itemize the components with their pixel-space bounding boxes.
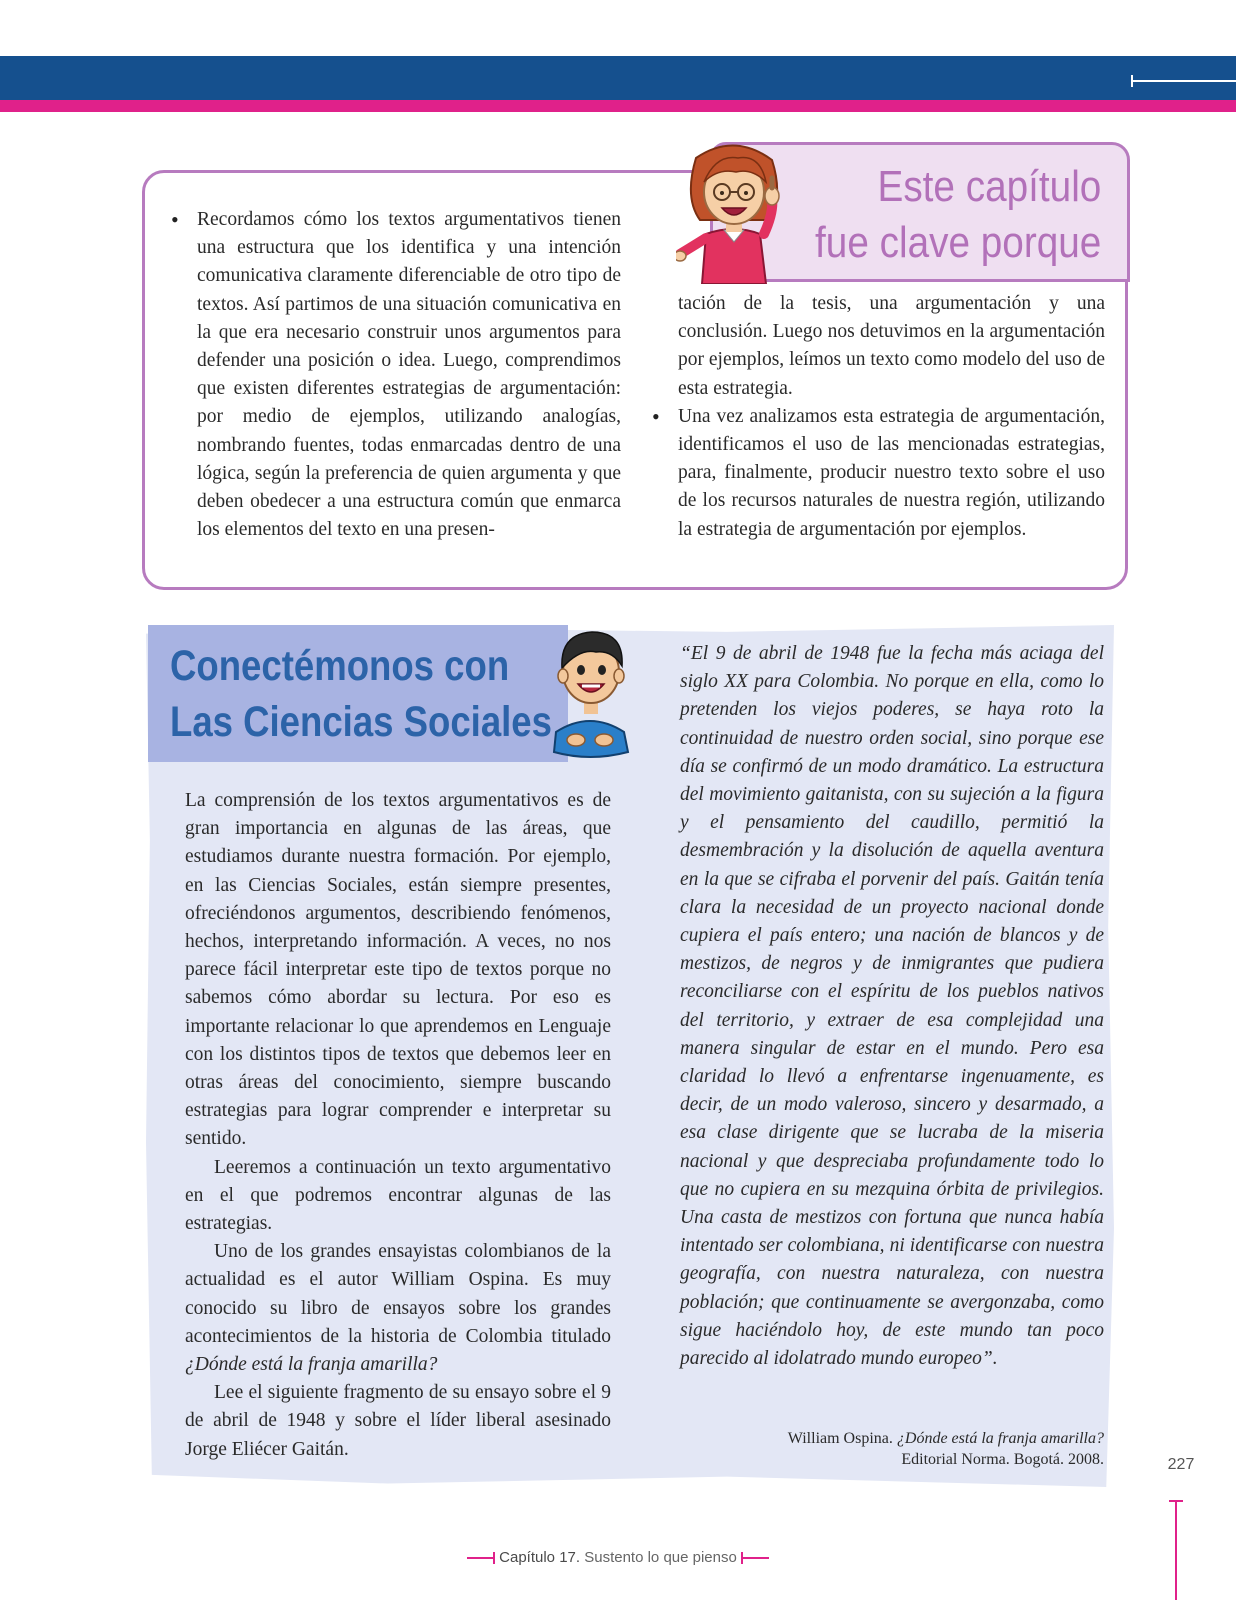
header-blue-band: [0, 56, 1236, 100]
footer-rule-left: [467, 1557, 495, 1559]
social-title: [170, 638, 552, 750]
citation-line-1: [684, 1428, 1104, 1449]
student-boy-icon: [546, 620, 636, 760]
social-paragraph-3-text: Uno de los grandes ensayistas colombianos de la actualidad es el autor William Ospina. Es muy conocido su libro de ensayos sobre los grandes acontecimientos de la historia de Colombia titulado: [185, 1241, 611, 1347]
summary-bullet-1: •: [171, 207, 179, 232]
social-intro: [185, 787, 611, 1464]
teacher-girl-icon: [676, 138, 792, 284]
citation-publisher: Editorial Norma. Bogotá. 2008.: [901, 1451, 1104, 1468]
summary-title-line2: fue clave porque: [814, 218, 1101, 267]
social-paragraph-2: Leeremos a continuación un texto argumentativo en el que podremos encontrar algunas de las estrategias.: [185, 1156, 611, 1235]
summary-right-continued: tación de la tesis, una argumentación y una conclusión. Luego nos detuvimos en la argumentación por ejemplos, leímos un texto como modelo del uso de esta estrategia.: [678, 293, 1105, 399]
social-paragraph-4: Lee el siguiente fragmento de su ensayo sobre el 9 de abril de 1948 y sobre el líder liberal asesinado Jorge Eliécer Gaitán.: [185, 1382, 611, 1460]
summary-title: [815, 159, 1101, 271]
header-pink-stripe: [0, 100, 1236, 112]
summary-left-text: Recordamos cómo los textos argumentativos tienen una estructura que los identifica y una intención comunicativa claramente diferenciable de otro tipo de textos. Así partimos de una situación comunicativa en la que era necesario construir unos argumentos para defender una posición o idea. Luego, comprendimos que existen diferentes estrategias de argumentación: por medio de ejemplos, utilizando analogías, nombrando fuentes, todas enmarcadas dentro de una lógica, según la preferencia de quien argumenta y que deben obedecer a una estructura común que enmarca los elementos del texto en una presen-: [197, 209, 621, 541]
summary-title-line1: Este capítulo: [877, 162, 1101, 211]
social-title-line2: Las Ciencias Sociales: [170, 698, 552, 746]
footer-chapter: Capítulo 17.: [499, 1549, 581, 1566]
header-tick-cap: [1131, 75, 1133, 87]
summary-bullet-2: •: [652, 404, 660, 429]
quote-citation: [684, 1428, 1104, 1470]
header-tick-line: [1132, 80, 1236, 82]
citation-title: ¿Dónde está la franja amarilla?: [896, 1430, 1104, 1447]
social-title-line1: Conectémonos con: [170, 642, 510, 690]
social-paragraph-3: [185, 1238, 611, 1379]
summary-right-bullet-text: Una vez analizamos esta estrategia de argumentación, identificamos el uso de las mencionadas estrategias, para, finalmente, producir nuestro texto sobre el uso de los recursos naturales de nuestra región, utilizando la estrategia de argumentación por ejemplos.: [678, 405, 1105, 540]
page-number: 227: [1167, 1456, 1195, 1473]
citation-author: William Ospina.: [787, 1430, 897, 1447]
page-footer: [0, 1549, 1236, 1566]
footer-rule-right: [741, 1557, 769, 1559]
footer-chapter-title: Sustento lo que pienso: [584, 1549, 737, 1566]
social-paragraph-1: La comprensión de los textos argumentativos es de gran importancia en algunas de las áreas, que estudiamos durante nuestra formación. Por ejemplo, en las Ciencias Sociales, están siempre presentes, ofreciéndonos argumentos, describiendo fenómenos, hechos, interpretando información. A veces, no nos parece fácil interpretar este tipo de textos porque no sabemos cómo abordar su lectura. Por eso es importante relacionar lo que aprendemos en Lenguaje con los distintos tipos de textos que debemos leer en otras áreas del conocimiento, siempre buscando estrategias para lograr comprender e interpretar su sentido.: [185, 790, 611, 1150]
summary-right-column: [678, 290, 1105, 544]
ospina-quote: “El 9 de abril de 1948 fue la fecha más aciaga del siglo XX para Colombia. No porque en ella, como lo pretenden los viejos poderes, se haya roto la continuidad de nuestro orden social, sino porque ese día se confirmó de un modo dramático. La estructura del movimiento gaitanista, con su sujeción a la figura y el pensamiento del caudillo, permitió la desmembración y la disolución de aquella aventura en la que se cifraba el porvenir del país. Gaitán tenía clara la necesidad de un proyecto nacional donde cupiera el país entero; una nación de blancos y de mestizos, de negros y de inmigrantes que pudiera reconciliarse con el espíritu de los pueblos nativos del territorio, y extraer de esa complejidad una manera singular de estar en el mundo. Pero esa claridad lo llevó a enfrentarse ingenuamente, es decir, de un modo valeroso, sincero y desarmado, a esa clase dirigente que se lucraba de la miseria nacional y que despreciaba profundamente todo lo que no cupiera en su mezquina órbita de privilegios. Una casta de mestizos con fortuna que nunca había intentado ser colombiana, ni identificarse con nuestra geografía, con nuestra naturaleza, con nuestra población; que continuamente se avergonzaba, como sigue haciéndolo hoy, de este mundo tan poco parecido al idolatrado mundo europeo”.: [680, 643, 1104, 1370]
book-title: ¿Dónde está la franja amarilla?: [185, 1354, 438, 1376]
